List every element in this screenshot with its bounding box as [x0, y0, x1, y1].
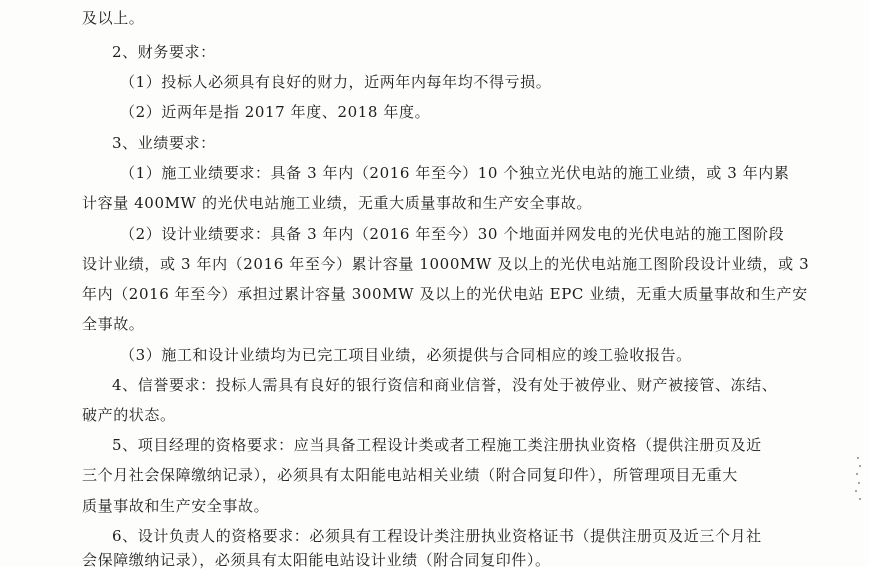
text-line: 三个月社会保障缴纳记录），必须具有太阳能电站相关业绩（附合同复印件），所管理项目无重大: [82, 466, 738, 484]
text-line: 全事故。: [82, 315, 145, 333]
text-line: 设计业绩，或 3 年内（2016 年至今）累计容量 1000MW 及以上的光伏电站施工图阶段设计业绩，或 3: [82, 255, 810, 273]
text-line: （3）施工和设计业绩均为已完工项目业绩，必须提供与合同相应的竣工验收报告。: [120, 346, 692, 364]
text-line: 年内（2016 年至今）承担过累计容量 300MW 及以上的光伏电站 EPC 业绩，无重大质量事故和生产安: [82, 285, 808, 303]
section-heading-reputation: 4、信誉要求：投标人需具有良好的银行资信和商业信誉，没有处于被停业、财产被接管、冻结、: [112, 376, 778, 394]
text-line: 计容量 400MW 的光伏电站施工业绩，无重大质量事故和生产安全事故。: [82, 194, 592, 212]
text-line: 及以上。: [82, 9, 145, 27]
text-line: （2）近两年是指 2017 年度、2018 年度。: [120, 103, 431, 121]
text-line: （1）投标人必须具有良好的财力，近两年内每年均不得亏损。: [120, 73, 552, 91]
text-line: （1）施工业绩要求：具备 3 年内（2016 年至今）10 个独立光伏电站的施工业绩，或 3 年内累: [120, 164, 790, 182]
section-heading-performance: 3、业绩要求：: [112, 134, 216, 152]
text-line: 破产的状态。: [82, 406, 176, 424]
section-heading-design-lead: 6、设计负责人的资格要求：必须具有工程设计类注册执业资格证书（提供注册页及近三个月社: [112, 527, 762, 545]
text-line: （2）设计业绩要求：具备 3 年内（2016 年至今）30 个地面并网发电的光伏电站的施工图阶段: [120, 225, 785, 243]
section-heading-finance: 2、财务要求：: [112, 43, 216, 61]
scan-margin-mark: [853, 455, 863, 505]
text-line: 会保障缴纳记录），必须具有太阳能电站设计业绩（附合同复印件）。: [82, 551, 551, 569]
text-line: 质量事故和生产安全事故。: [82, 497, 270, 515]
section-heading-project-manager: 5、项目经理的资格要求：应当具备工程设计类或者工程施工类注册执业资格（提供注册页及近: [112, 436, 762, 454]
